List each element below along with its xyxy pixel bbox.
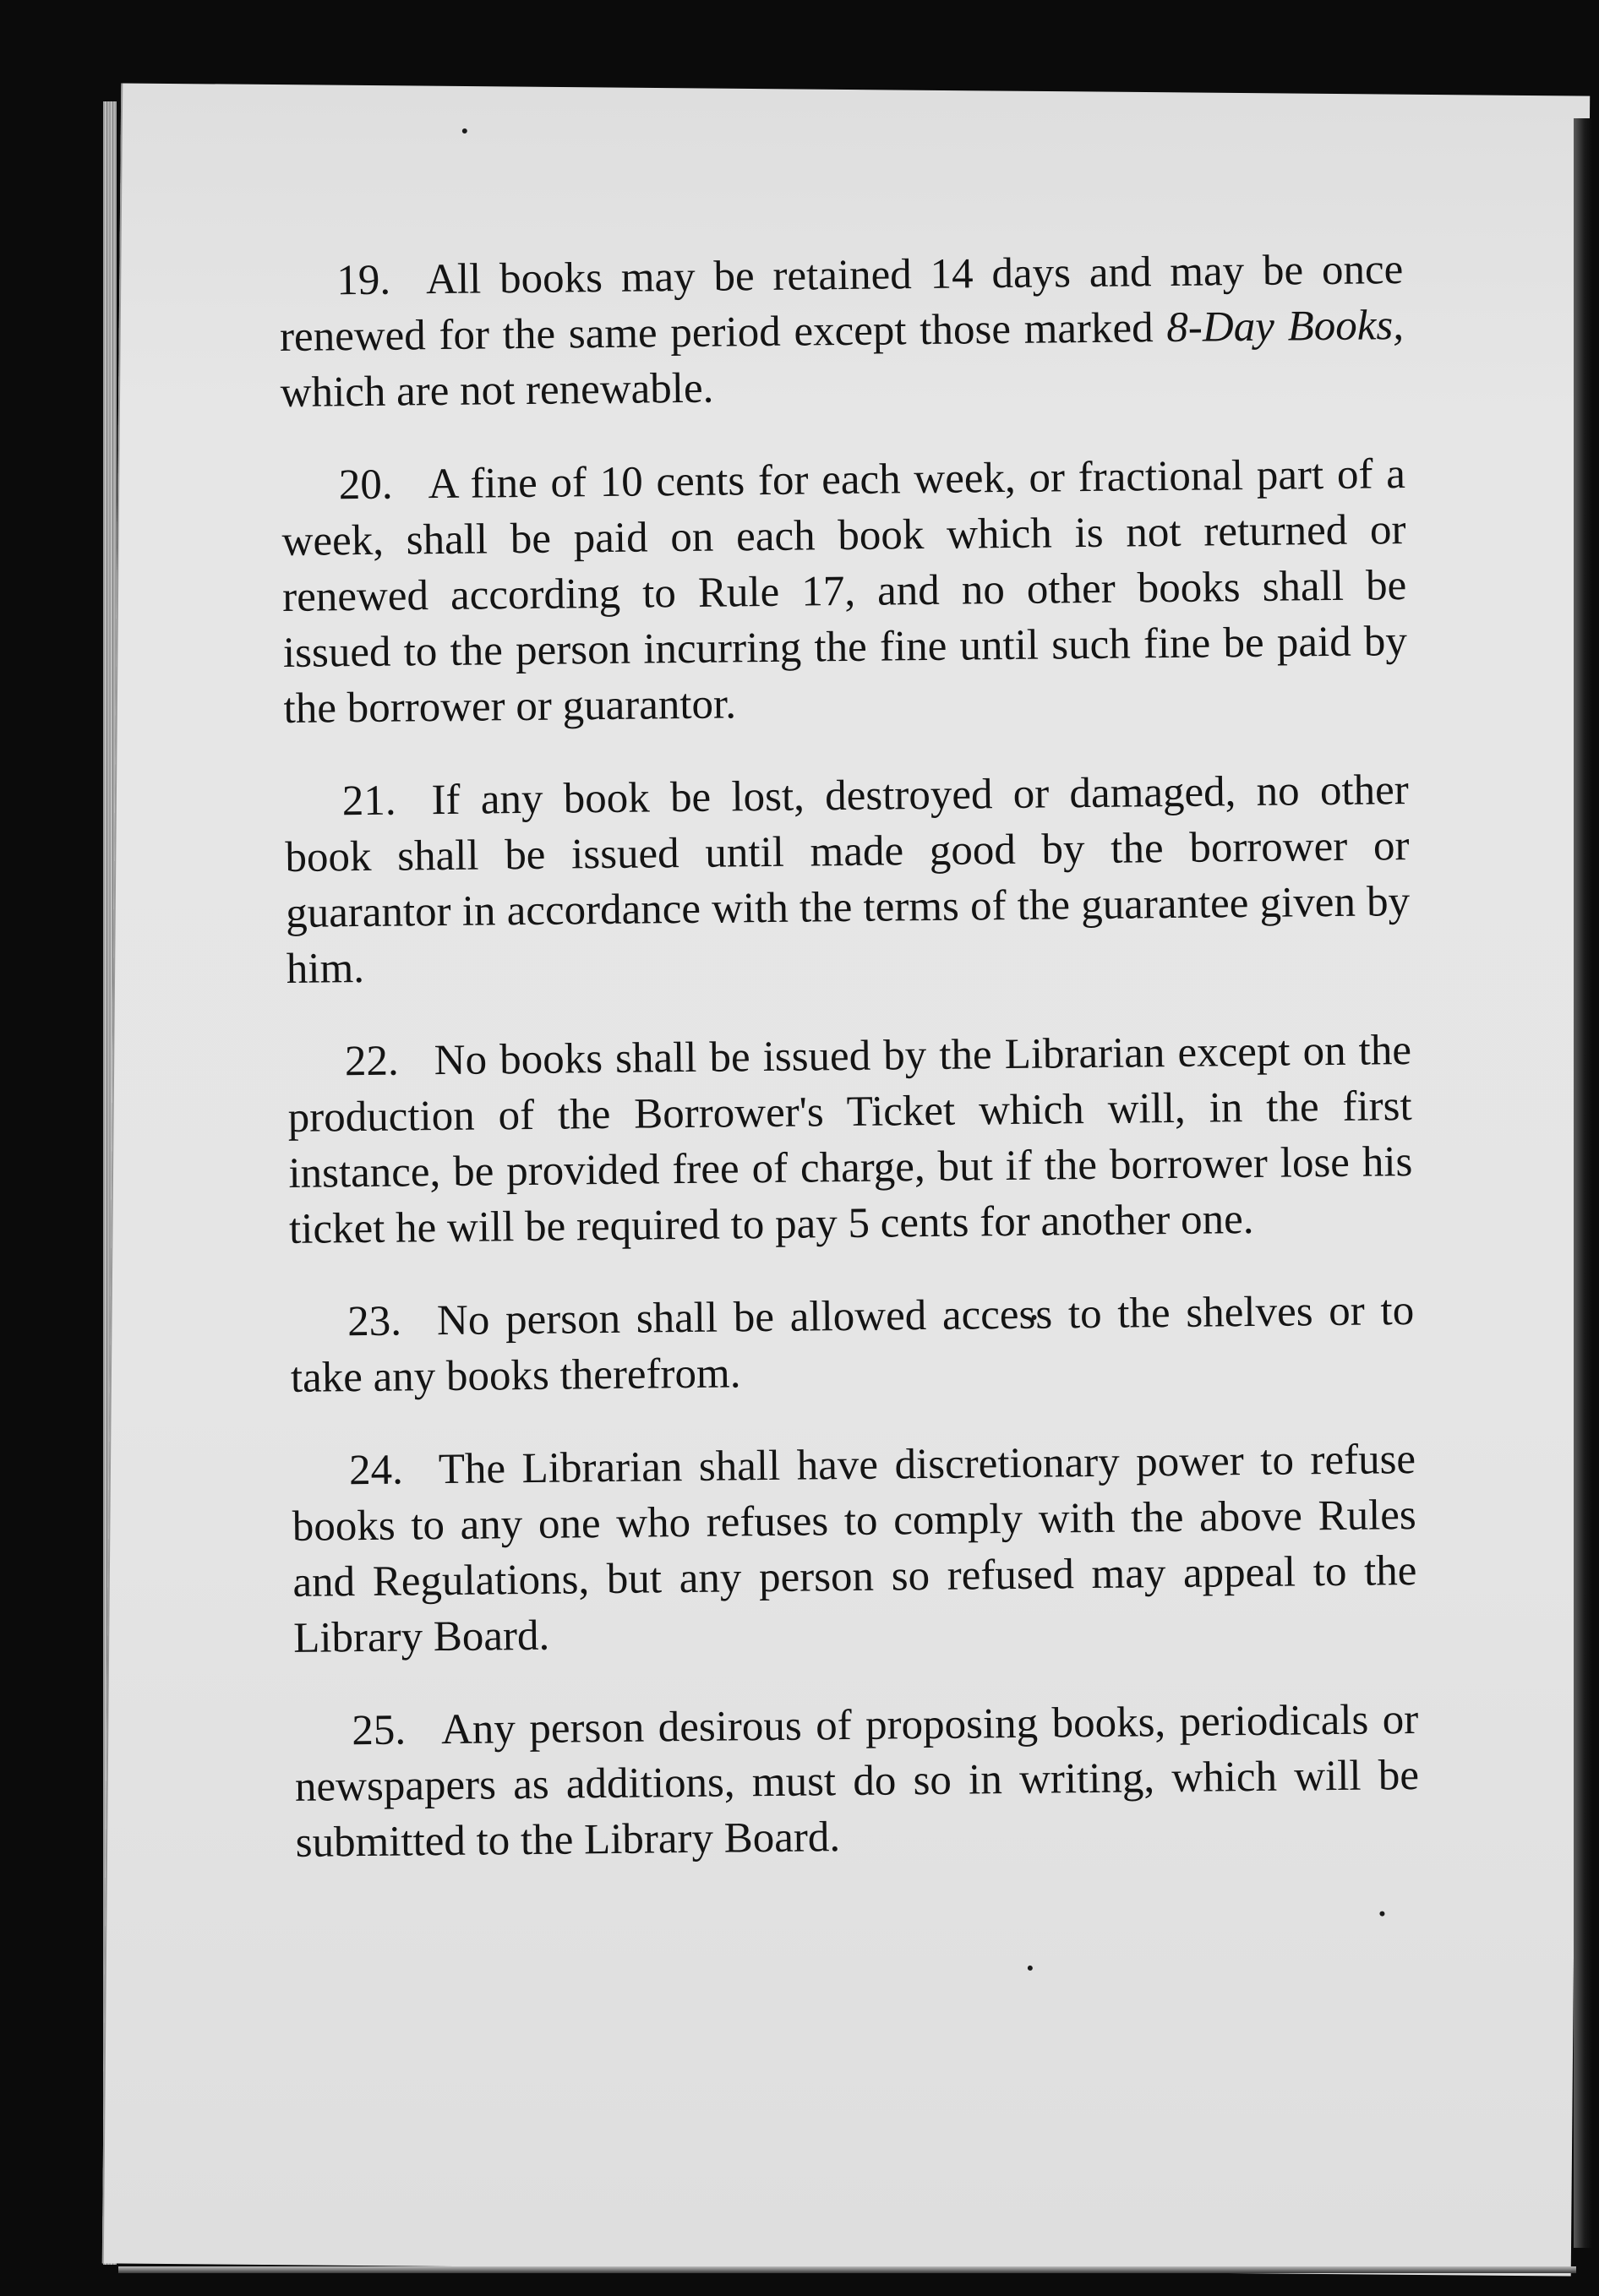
rule-number: 19. [336,256,391,305]
rule-number: 25. [352,1706,407,1755]
rule-25 [294,1692,1420,1871]
rule-19 [279,242,1405,421]
rule-21 [284,762,1411,997]
rule-text: which are not renewable. [280,364,714,417]
rule-text: No books shall be issued by the Librarian except on the production of the Borrower's Ticket which will, in the first instance, be provided free of charge, but if the borrower lose his ticket he will be required to pay 5 cents for another one. [287,1027,1413,1253]
page-speck [1379,1912,1384,1917]
page-speck [462,128,467,134]
page-right-edge [1574,118,1592,2248]
rule-23 [290,1283,1415,1406]
page-bottom-edge [118,2266,1576,2273]
rule-number: 21. [341,777,396,826]
rule-emphasis: 8-Day Books, [1166,302,1405,352]
rule-text: If any book be lost, destroyed or damaged, no other book shall be issued until made good by the borrower or guarantor in accordance with the terms of the guarantee given by him. [285,766,1411,993]
rule-number: 24. [348,1446,404,1495]
rule-20 [281,446,1408,737]
rule-number: 20. [338,461,393,510]
rule-number: 22. [344,1037,400,1086]
rule-text: A fine of 10 cents for each week, or fractional part of a week, shall be paid on each book which is not returned or renewed according to Rule 17, and no other books shall be issued to the person incurring the fine until such fine be paid by the borrower or guarantor. [281,450,1408,733]
rule-text: No person shall be allowed access to the shelves or to take any books therefrom. [290,1287,1415,1402]
rule-22 [287,1023,1414,1257]
rule-text: All books may be retained 14 days and may be once renewed for the same period except those marked [279,246,1404,361]
rule-24 [292,1432,1418,1666]
rule-text: The Librarian shall have discretionary power to refuse books to any one who refuses to comply with the above Rules and Regulations, but any person so refused may appeal to the Library Board. [292,1435,1417,1662]
page-speck [1028,1966,1033,1971]
rules-text [279,242,1420,1908]
rule-number: 23. [347,1297,402,1346]
rule-text: Any person desirous of proposing books, periodicals or newspapers as additions, must do so in writing, which will be submitted to the Library Board. [294,1695,1420,1867]
